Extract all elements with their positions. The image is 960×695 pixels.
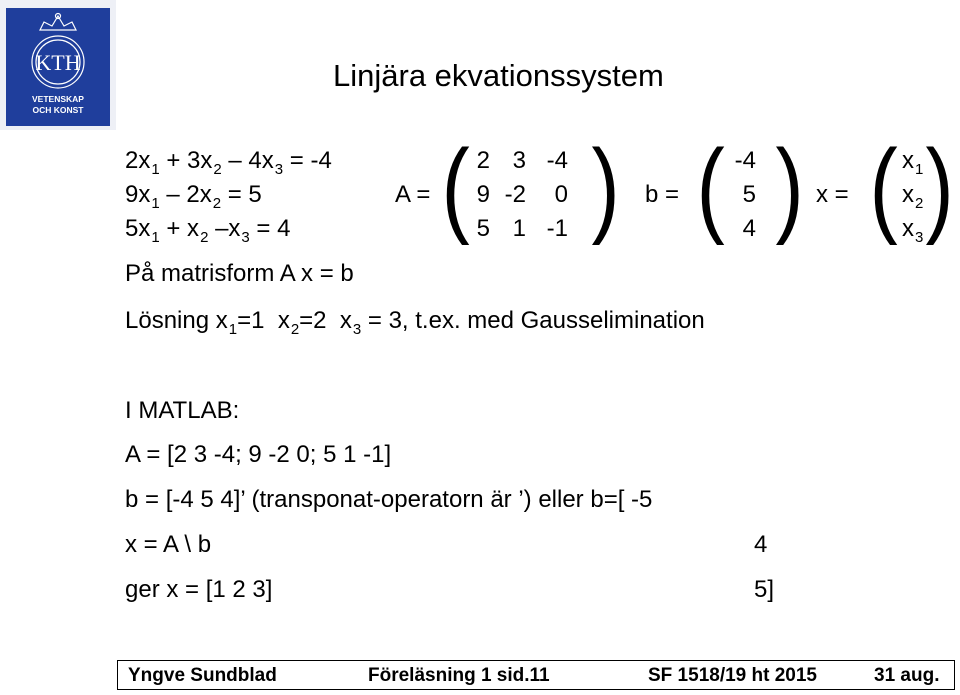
losning-text: Lösning $x_1=1$ $x_2=2$ $x_3 = 3$, t.ex. med Gausselimination <box>125 307 705 338</box>
equation-1: $2x_1 + 3x_2 - 4x_3 = -4$ <box>125 147 332 178</box>
vector-x-row-3: $x_3$ <box>902 215 924 246</box>
vector-b-row-3: 4 <box>742 215 756 242</box>
vector-b-right-paren: ) <box>775 128 804 246</box>
logo-konst-text: OCH KONST <box>32 105 84 115</box>
logo-kth-text: KTH <box>35 50 81 75</box>
matrix-a-left-paren: ( <box>441 128 470 246</box>
matrix-a-row-3: 5 1 -1 <box>476 215 568 242</box>
footer-author: Yngve Sundblad <box>128 665 277 686</box>
vector-b-label: b = <box>645 181 680 208</box>
matrix-a-row-2: 9 -2 0 <box>476 181 568 208</box>
matlab-line-b: b = [-4 5 4]’ (transponat-operatorn är ’) eller b=[ -5 <box>125 486 653 513</box>
matlab-line-x-right: 4 <box>754 531 768 558</box>
logo-vetenskap-text: VETENSKAP <box>32 94 84 104</box>
kth-logo <box>0 0 116 130</box>
footer-bar <box>117 660 955 690</box>
equation-3: $5x_1 + x_2$ $-x_3 = 4$ <box>125 215 291 246</box>
equation-2: $9x_1 - 2x_2 = 5$ <box>125 181 262 212</box>
vector-b-row-2: 5 <box>742 181 756 208</box>
vector-x-row-2: $x_2$ <box>902 181 924 212</box>
matlab-line-ger-right: 5] <box>754 576 775 603</box>
matlab-line-x: x = A \ b <box>125 531 212 558</box>
footer-course: SF 1518/19 ht 2015 <box>648 665 817 686</box>
footer-date: 31 aug. <box>874 665 940 686</box>
vector-x-row-1: $x_1$ <box>902 147 924 178</box>
matrix-a-row-1: 2 3 -4 <box>476 147 568 174</box>
vector-b-left-paren: ( <box>696 128 725 246</box>
vector-x-right-paren: ) <box>925 128 954 246</box>
page-title: Linjära ekvationssystem <box>333 58 664 93</box>
footer-lecture: Föreläsning 1 sid.11 <box>368 665 550 686</box>
vector-x-label: x = <box>816 181 849 208</box>
matrix-a-label: A = <box>395 181 431 208</box>
vector-b-row-1: -4 <box>734 147 756 174</box>
vector-x-left-paren: ( <box>869 128 898 246</box>
matlab-heading: I MATLAB: <box>125 397 240 424</box>
matrisform-text: På matrisform A x = b <box>125 260 354 287</box>
matlab-line-ger: ger x = [1 2 3] <box>125 576 273 603</box>
matrix-a-right-paren: ) <box>591 128 620 246</box>
matlab-line-a: A = [2 3 -4; 9 -2 0; 5 1 -1] <box>125 441 392 468</box>
